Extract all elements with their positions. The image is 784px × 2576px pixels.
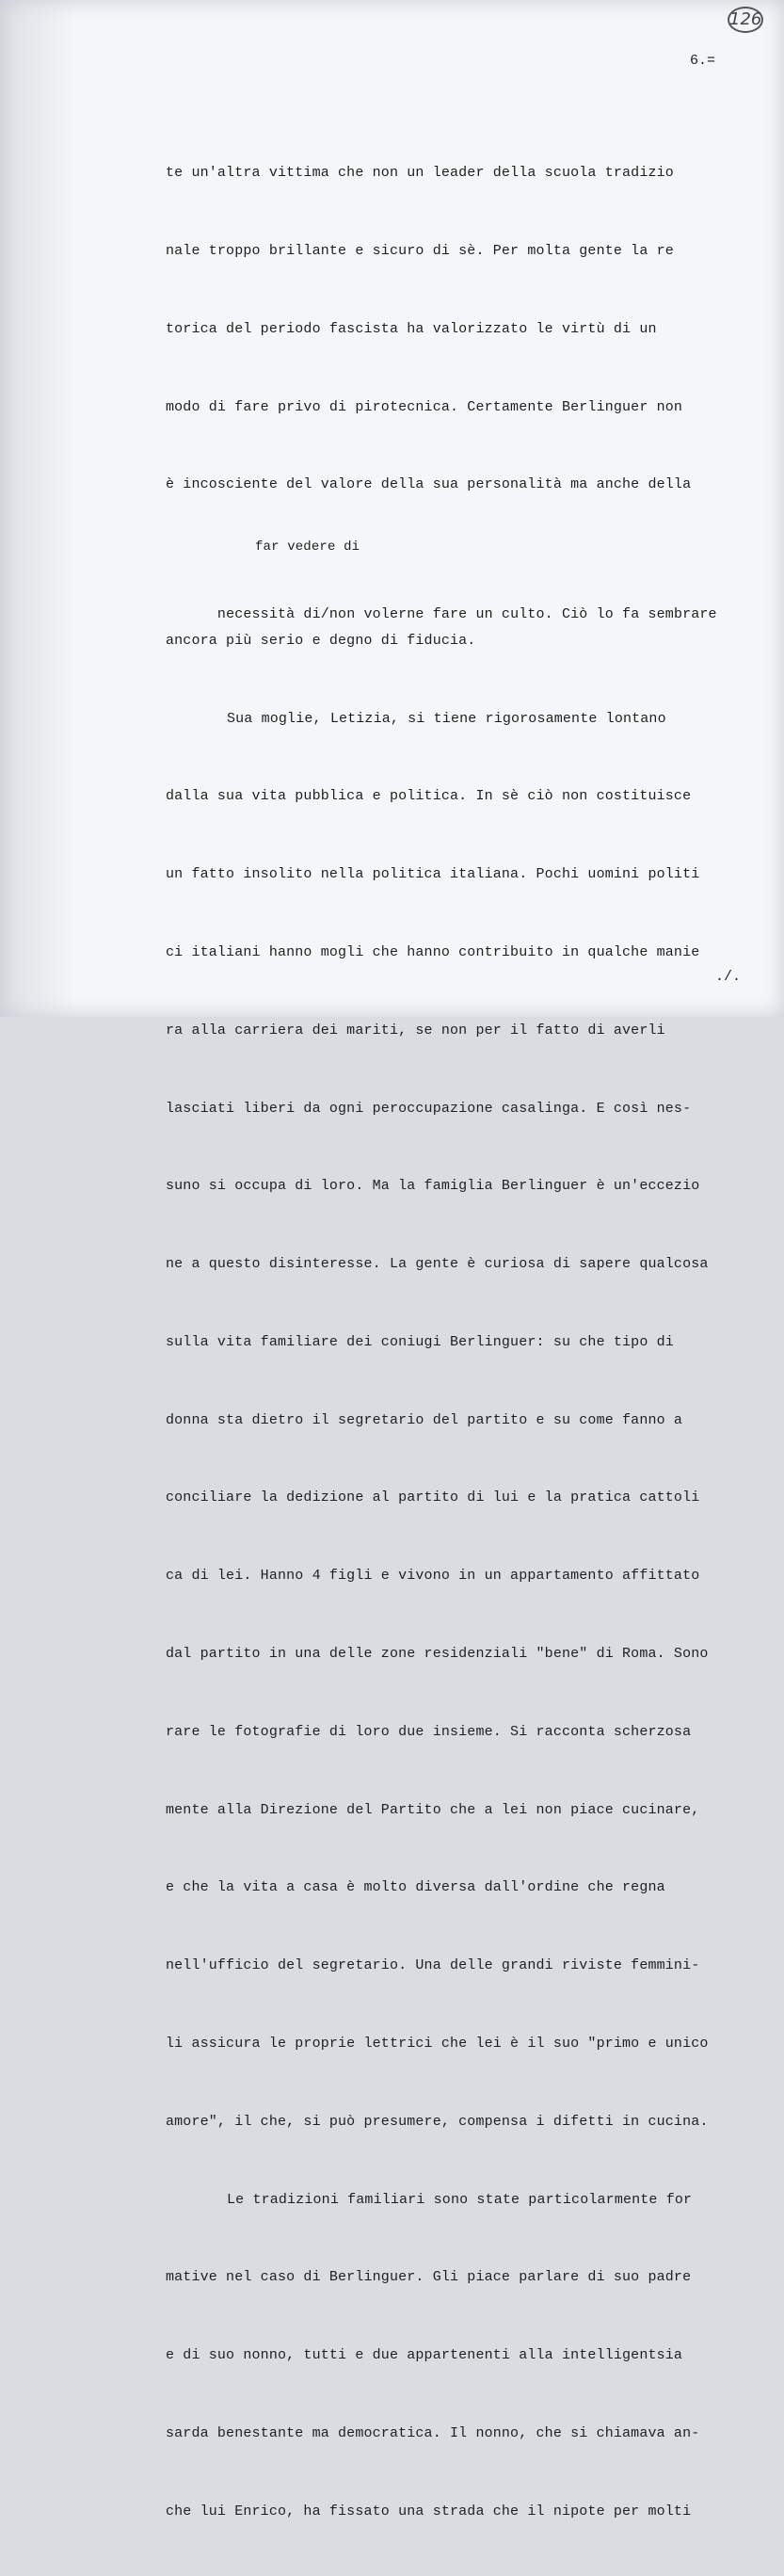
typewritten-text <box>166 108 768 2576</box>
text-line: rare le fotografie di loro due insieme. Si racconta scherzosa <box>166 1723 692 1740</box>
text-line: suno si occupa di loro. Ma la famiglia Berlinguer è un'eccezio <box>166 1178 700 1195</box>
text-line: e che la vita a casa è molto diversa dall'ordine che regna <box>166 1879 665 1896</box>
text-line: modo di fare privo di pirotecnica. Certamente Berlinguer non <box>166 398 683 415</box>
text-line: mative nel caso di Berlinguer. Gli piace parlare di suo padre <box>166 2269 692 2286</box>
sheet-number: 6.= <box>690 53 716 69</box>
handwritten-insertion: far vedere di <box>255 539 360 555</box>
text-line: ancora più serio e degno di fiducia. <box>166 632 476 649</box>
text-line: nale troppo brillante e sicuro di sè. Per molta gente la re <box>166 242 674 259</box>
text-line: lasciati liberi da ogni peroccupazione casalinga. E così nes- <box>166 1100 692 1117</box>
text-line: torica del periodo fascista ha valorizzato le virtù di un <box>166 320 657 337</box>
text-line-content: necessità di/non volerne fare un culto. Ciò lo fa sembrare <box>216 606 717 623</box>
text-line: è incosciente del valore della sua personalità ma anche della <box>166 476 692 493</box>
paragraph-start-line: Sua moglie, Letizia, si tiene rigorosamente lontano <box>227 710 666 727</box>
text-line: e di suo nonno, tutti e due appartenenti alla intelligentsia <box>166 2347 683 2364</box>
circled-page-number: 126 <box>728 7 763 33</box>
text-line: dal partito in una delle zone residenziali "bene" di Roma. Sono <box>166 1646 709 1663</box>
paragraph-start-line: Le tradizioni familiari sono state particolarmente for <box>227 2191 693 2208</box>
text-line: che lui Enrico, ha fissato una strada che il nipote per molti <box>166 2503 692 2520</box>
text-line: nell'ufficio del segretario. Una delle grandi riviste femmini- <box>166 1957 700 1974</box>
text-line: sulla vita familiare dei coniugi Berlinguer: su che tipo di <box>166 1333 674 1350</box>
text-line: sarda benestante ma democratica. Il nonno, che si chiamava an- <box>166 2424 700 2441</box>
text-line: ci italiani hanno mogli che hanno contribuito in qualche manie <box>166 944 700 960</box>
text-line: li assicura le proprie lettrici che lei è il suo "primo e unico <box>166 2035 709 2052</box>
text-line: donna sta dietro il segretario del partito e su come fanno a <box>166 1411 683 1428</box>
continuation-mark: ./. <box>715 969 742 985</box>
text-line: un fatto insolito nella politica italiana. Pochi uomini politi <box>166 866 700 883</box>
text-line-with-insertion <box>166 539 768 623</box>
text-line: ne a questo disinteresse. La gente è curiosa di sapere qualcosa <box>166 1256 709 1273</box>
text-line: dalla sua vita pubblica e politica. In sè ciò non costituisce <box>166 788 692 805</box>
text-line: ra alla carriera dei mariti, se non per il fatto di averli <box>166 1022 665 1038</box>
text-line: te un'altra vittima che non un leader della scuola tradizio <box>166 165 674 182</box>
text-line: amore", il che, si può presumere, compensa i difetti in cucina. <box>166 2113 709 2130</box>
text-line: mente alla Direzione del Partito che a lei non piace cucinare, <box>166 1801 700 1818</box>
text-line: ca di lei. Hanno 4 figli e vivono in un appartamento affittato <box>166 1568 700 1585</box>
text-line: conciliare la dedizione al partito di lui e la pratica cattoli <box>166 1489 700 1506</box>
